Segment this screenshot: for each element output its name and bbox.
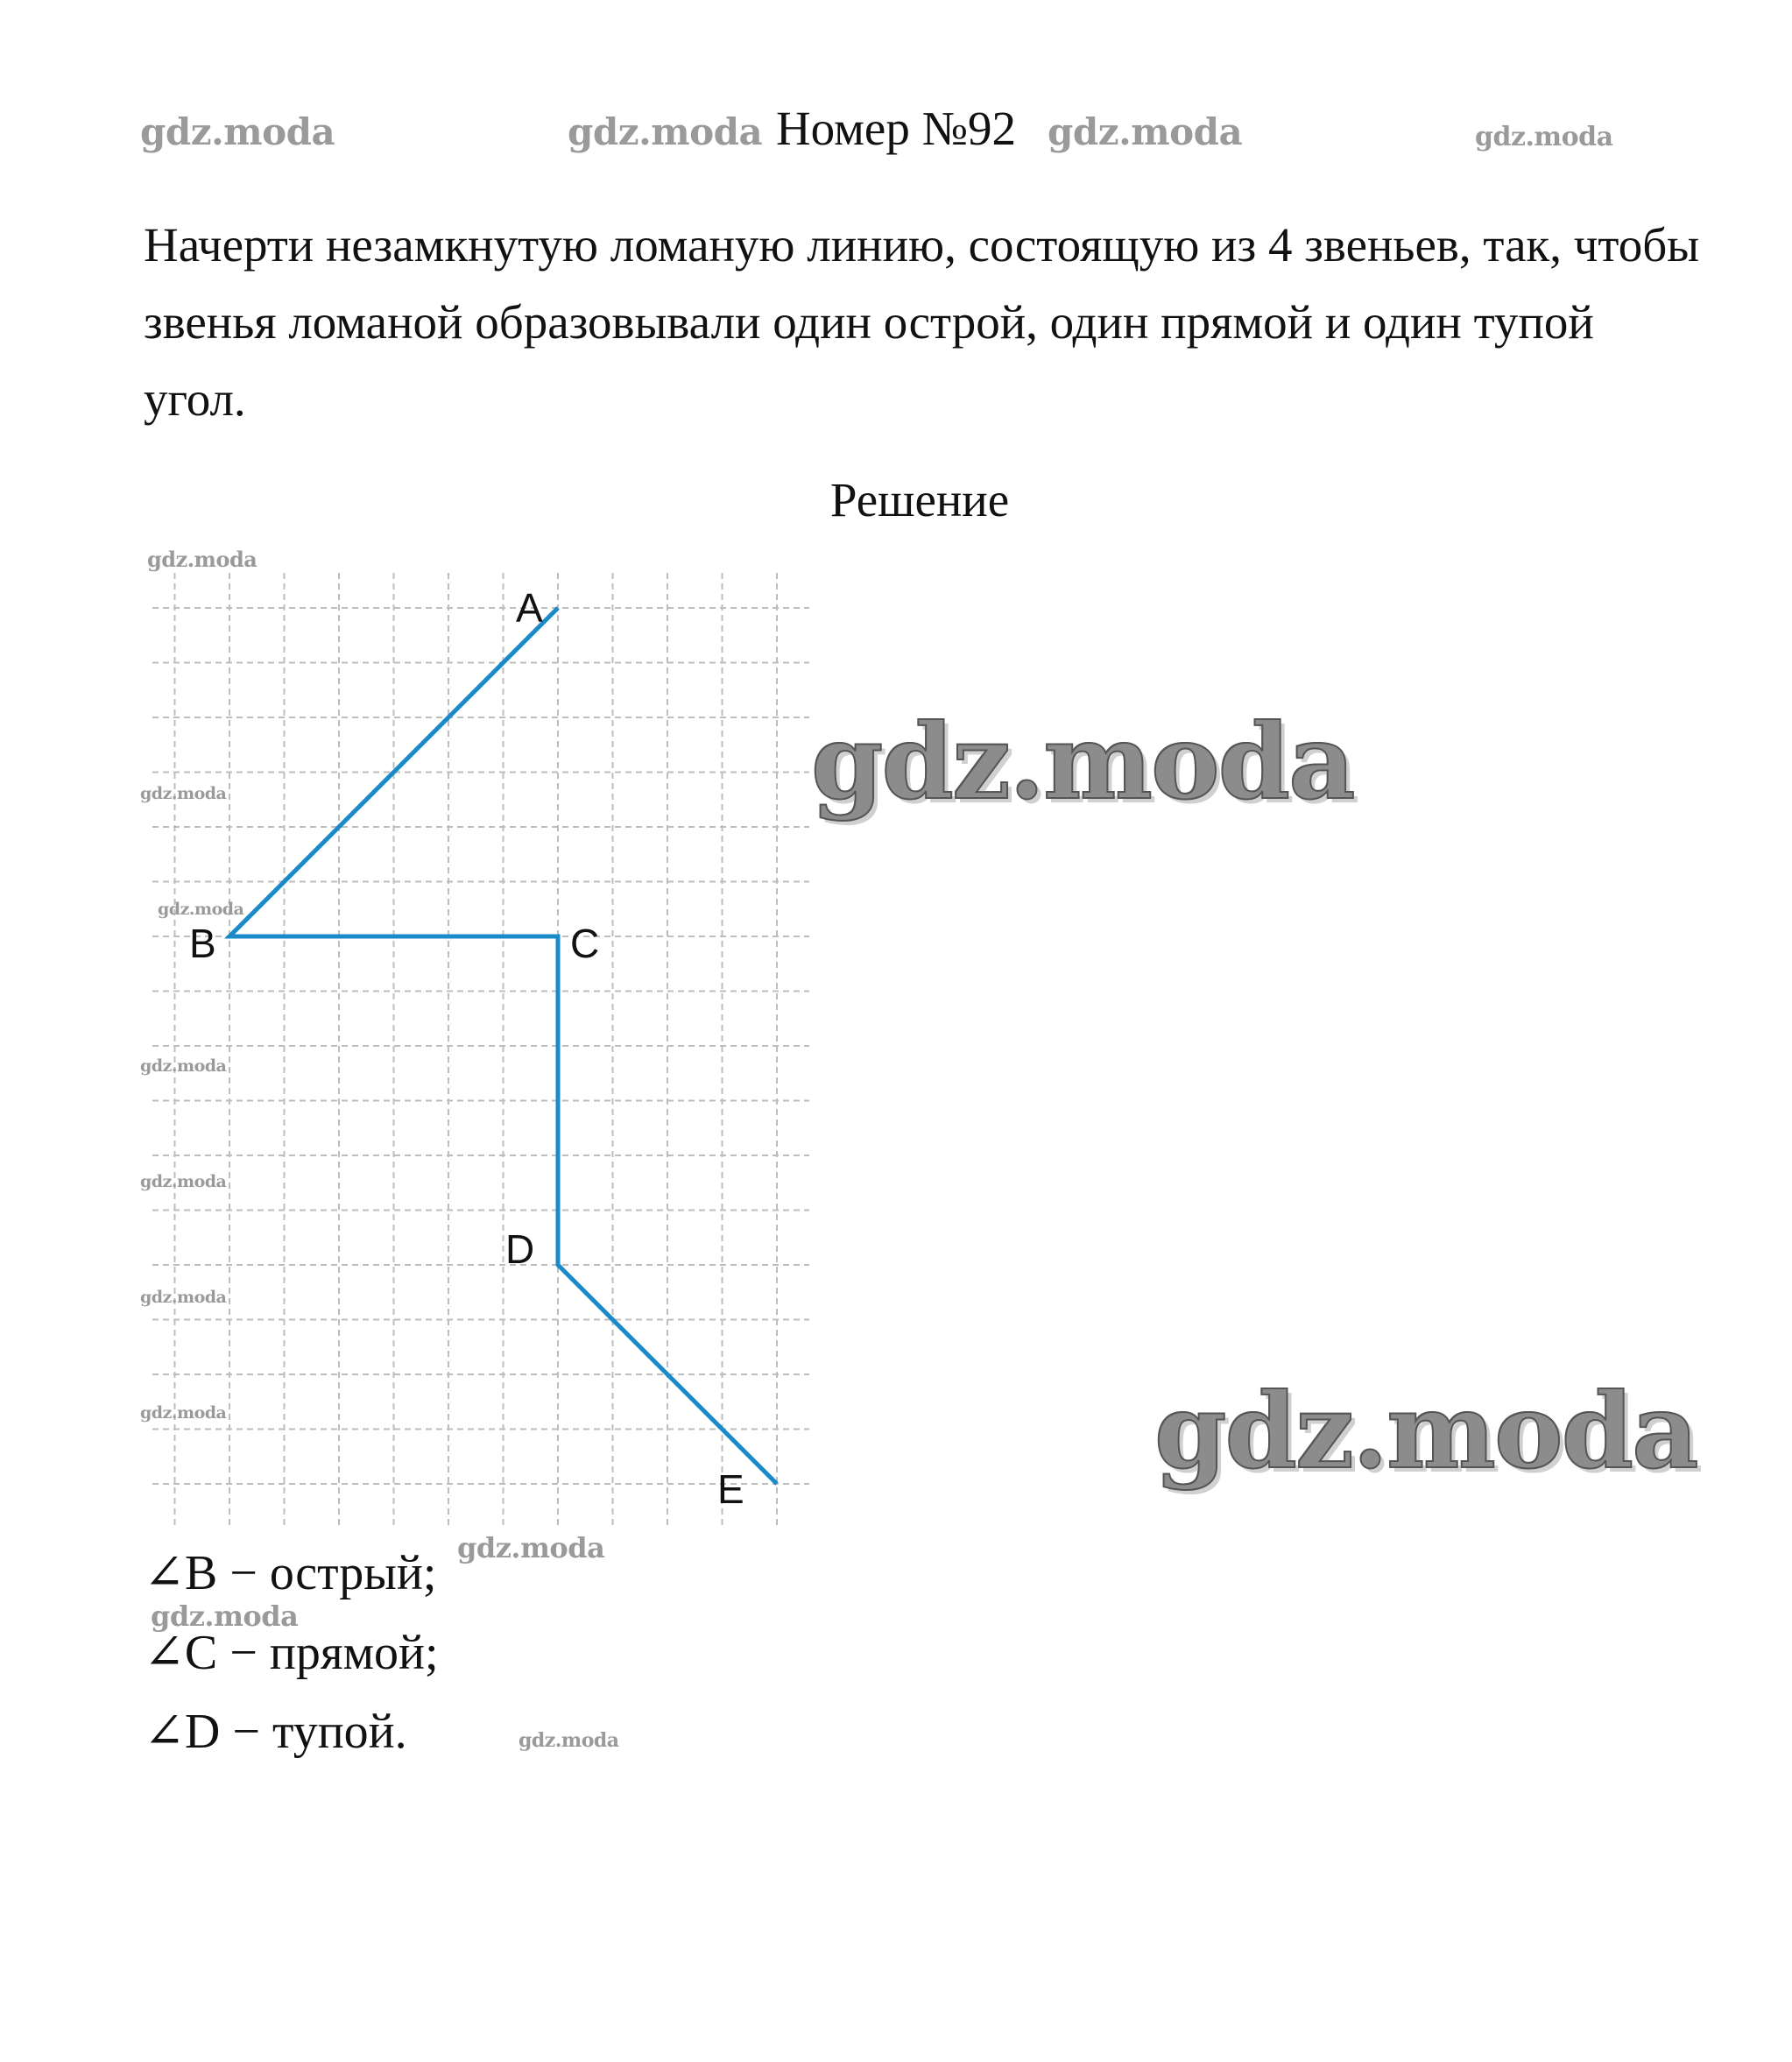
watermark: gdz.moda xyxy=(457,1531,605,1564)
answer-angle-b xyxy=(144,1543,436,1604)
point-label-d: D xyxy=(505,1226,535,1272)
angle-d-symbol: ∠D xyxy=(144,1705,221,1759)
angle-b-symbol: ∠B xyxy=(144,1546,218,1600)
watermark: gdz.moda xyxy=(568,110,763,153)
watermark-large: gdz.moda xyxy=(1154,1370,1697,1492)
angle-d-type: − тупой. xyxy=(220,1705,407,1759)
watermark-large: gdz.moda xyxy=(811,701,1354,823)
angle-b-type: − острый; xyxy=(217,1546,437,1600)
point-label-b: B xyxy=(189,921,216,966)
solution-title: Решение xyxy=(829,473,1010,526)
watermark: gdz.moda xyxy=(147,547,258,572)
watermark: gdz.moda xyxy=(1475,122,1613,152)
angle-c-type: − прямой; xyxy=(217,1626,439,1680)
point-label-c: C xyxy=(570,921,600,966)
watermark: gdz.moda xyxy=(140,1056,227,1076)
watermark: gdz.moda xyxy=(140,1403,227,1423)
watermark: gdz.moda xyxy=(158,900,244,919)
watermark: gdz.moda xyxy=(140,784,227,803)
answer-angle-d xyxy=(144,1701,407,1762)
page-title: Номер №92 xyxy=(775,102,1017,155)
watermark: gdz.moda xyxy=(519,1729,619,1752)
watermark: gdz.moda xyxy=(140,1288,227,1307)
watermark: gdz.moda xyxy=(140,110,335,153)
task-text: Начерти незамкнутую ломаную линию, состоящую из 4 звеньев, так, чтобы звенья ломаной образовывали один острой, один прямой и один тупой угол. xyxy=(144,218,1700,426)
point-label-e: E xyxy=(717,1466,744,1512)
grid xyxy=(152,573,809,1529)
watermark: gdz.moda xyxy=(140,1172,227,1191)
watermark: gdz.moda xyxy=(151,1599,299,1633)
point-label-a: A xyxy=(516,585,543,631)
angle-c-symbol: ∠C xyxy=(144,1626,218,1680)
point-labels xyxy=(189,585,744,1512)
watermark: gdz.moda xyxy=(1048,110,1243,153)
